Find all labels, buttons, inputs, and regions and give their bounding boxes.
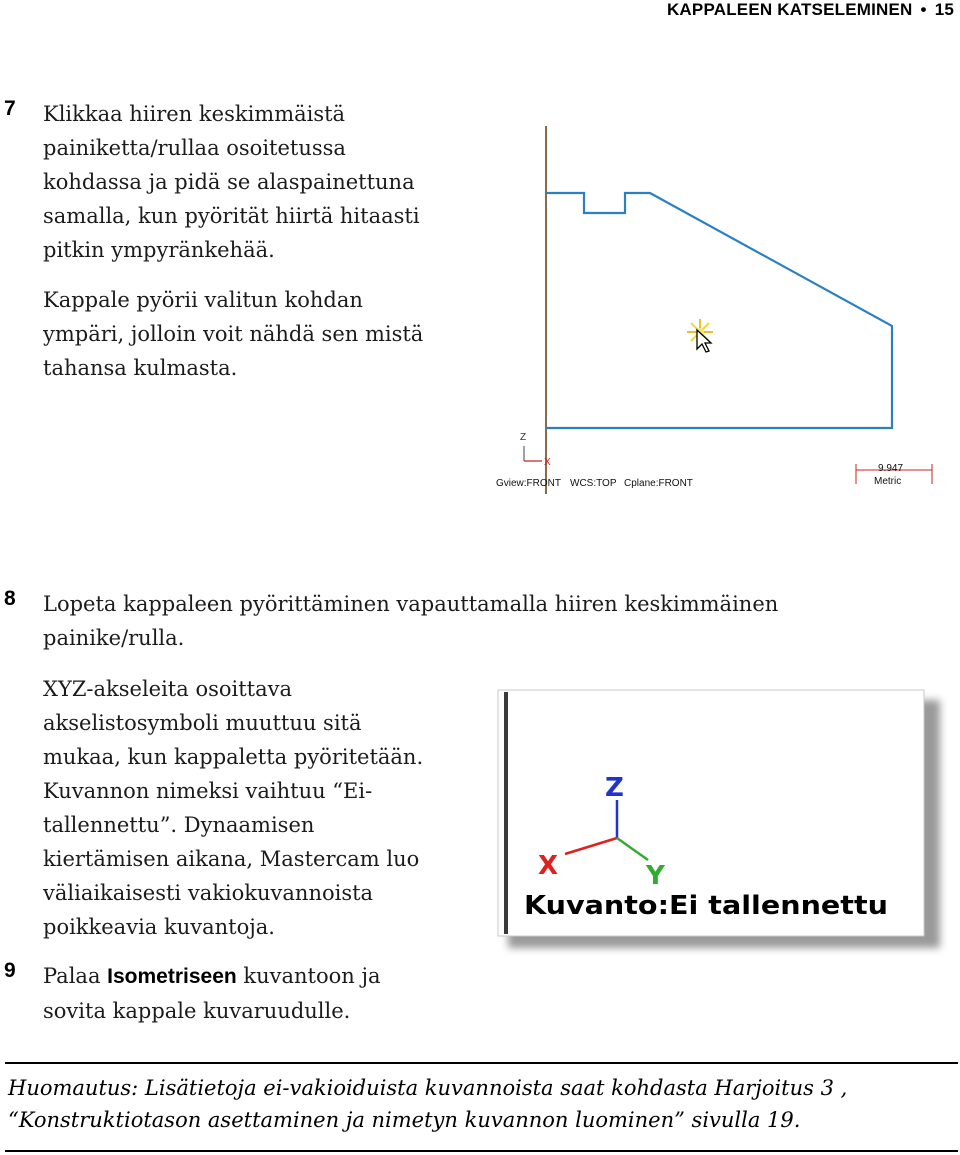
view-name-label: Kuvanto:Ei tallennettu	[524, 891, 888, 921]
page-number: 15	[934, 0, 954, 19]
wcs-status: WCS:TOP	[570, 478, 617, 489]
step-9-instruction	[43, 959, 381, 1028]
viewport-background	[486, 118, 946, 498]
step-7-explanation	[43, 283, 423, 385]
step-9-number: 9	[4, 959, 16, 982]
text-run: kuvantoon ja	[236, 964, 381, 988]
text-line: Klikkaa hiiren keskimmäistä	[43, 102, 346, 126]
running-header	[667, 0, 954, 22]
step-8-number: 8	[4, 587, 16, 610]
text-line: mukaa, kun kappaletta pyöritetään.	[43, 745, 424, 769]
step-7-number: 7	[4, 97, 16, 120]
text-line: kiertämisen aikana, Mastercam luo	[43, 847, 420, 871]
text-line: Lopeta kappaleen pyörittäminen vapauttamalla hiiren keskimmäinen	[43, 592, 779, 616]
text-line: sovita kappale kuvaruudulle.	[43, 999, 351, 1023]
text-line: akselistosymboli muuttuu sitä	[43, 711, 362, 735]
text-line: poikkeavia kuvantoja.	[43, 915, 275, 939]
text-line: Kappale pyörii valitun kohdan	[43, 288, 363, 312]
note-top-rule	[5, 1062, 958, 1064]
header-section-title: KAPPALEEN KATSELEMINEN	[666, 0, 913, 19]
text-line: tallennettu”. Dynaamisen	[43, 813, 315, 837]
axis-x-label: X	[544, 457, 551, 468]
x-axis-label: X	[538, 851, 559, 881]
gview-status: Gview:FRONT	[496, 478, 561, 489]
text-line: painike/rulla.	[43, 626, 185, 650]
isometric-view-term: Isometriseen	[107, 965, 237, 988]
text-line: Kuvannon nimeksi vaihtuu “Ei-	[43, 779, 373, 803]
note-box	[8, 1072, 958, 1136]
text-line: pitkin ympyränkehää.	[43, 238, 275, 262]
note-line: “Konstruktiotason asettaminen ja nimetyn kuvannon luominen” sivulla 19.	[8, 1108, 801, 1132]
text-line: XYZ-akseleita osoittava	[43, 677, 293, 701]
text-line: tahansa kulmasta.	[43, 356, 238, 380]
screenshot-rotate-view	[486, 118, 946, 498]
note-bottom-rule	[5, 1150, 958, 1152]
text-line: painiketta/rullaa osoitetussa	[43, 136, 346, 160]
y-axis-label: Y	[646, 861, 665, 891]
screenshot-view-name	[496, 688, 948, 956]
step-7-instruction	[43, 97, 420, 267]
cplane-status: Cplane:FRONT	[624, 478, 693, 489]
step-8-explanation	[43, 672, 423, 944]
axis-z-label: Z	[520, 432, 527, 443]
step-8-instruction	[43, 587, 943, 655]
text-line: kohdassa ja pidä se alaspainettuna	[43, 170, 415, 194]
scale-value: 9.947	[878, 463, 904, 474]
text-line: ympäri, jolloin voit nähdä sen mistä	[43, 322, 424, 346]
text-line: väliaikaisesti vakiokuvannoista	[43, 881, 374, 905]
z-axis-label: Z	[605, 773, 624, 803]
scale-unit: Metric	[874, 476, 902, 487]
header-separator: •	[920, 0, 927, 19]
text-line: samalla, kun pyörität hiirtä hitaasti	[43, 204, 420, 228]
text-run: Palaa	[43, 964, 108, 988]
note-line: Huomautus: Lisätietoja ei-vakioiduista kuvannoista saat kohdasta Harjoitus 3 ,	[8, 1076, 848, 1100]
